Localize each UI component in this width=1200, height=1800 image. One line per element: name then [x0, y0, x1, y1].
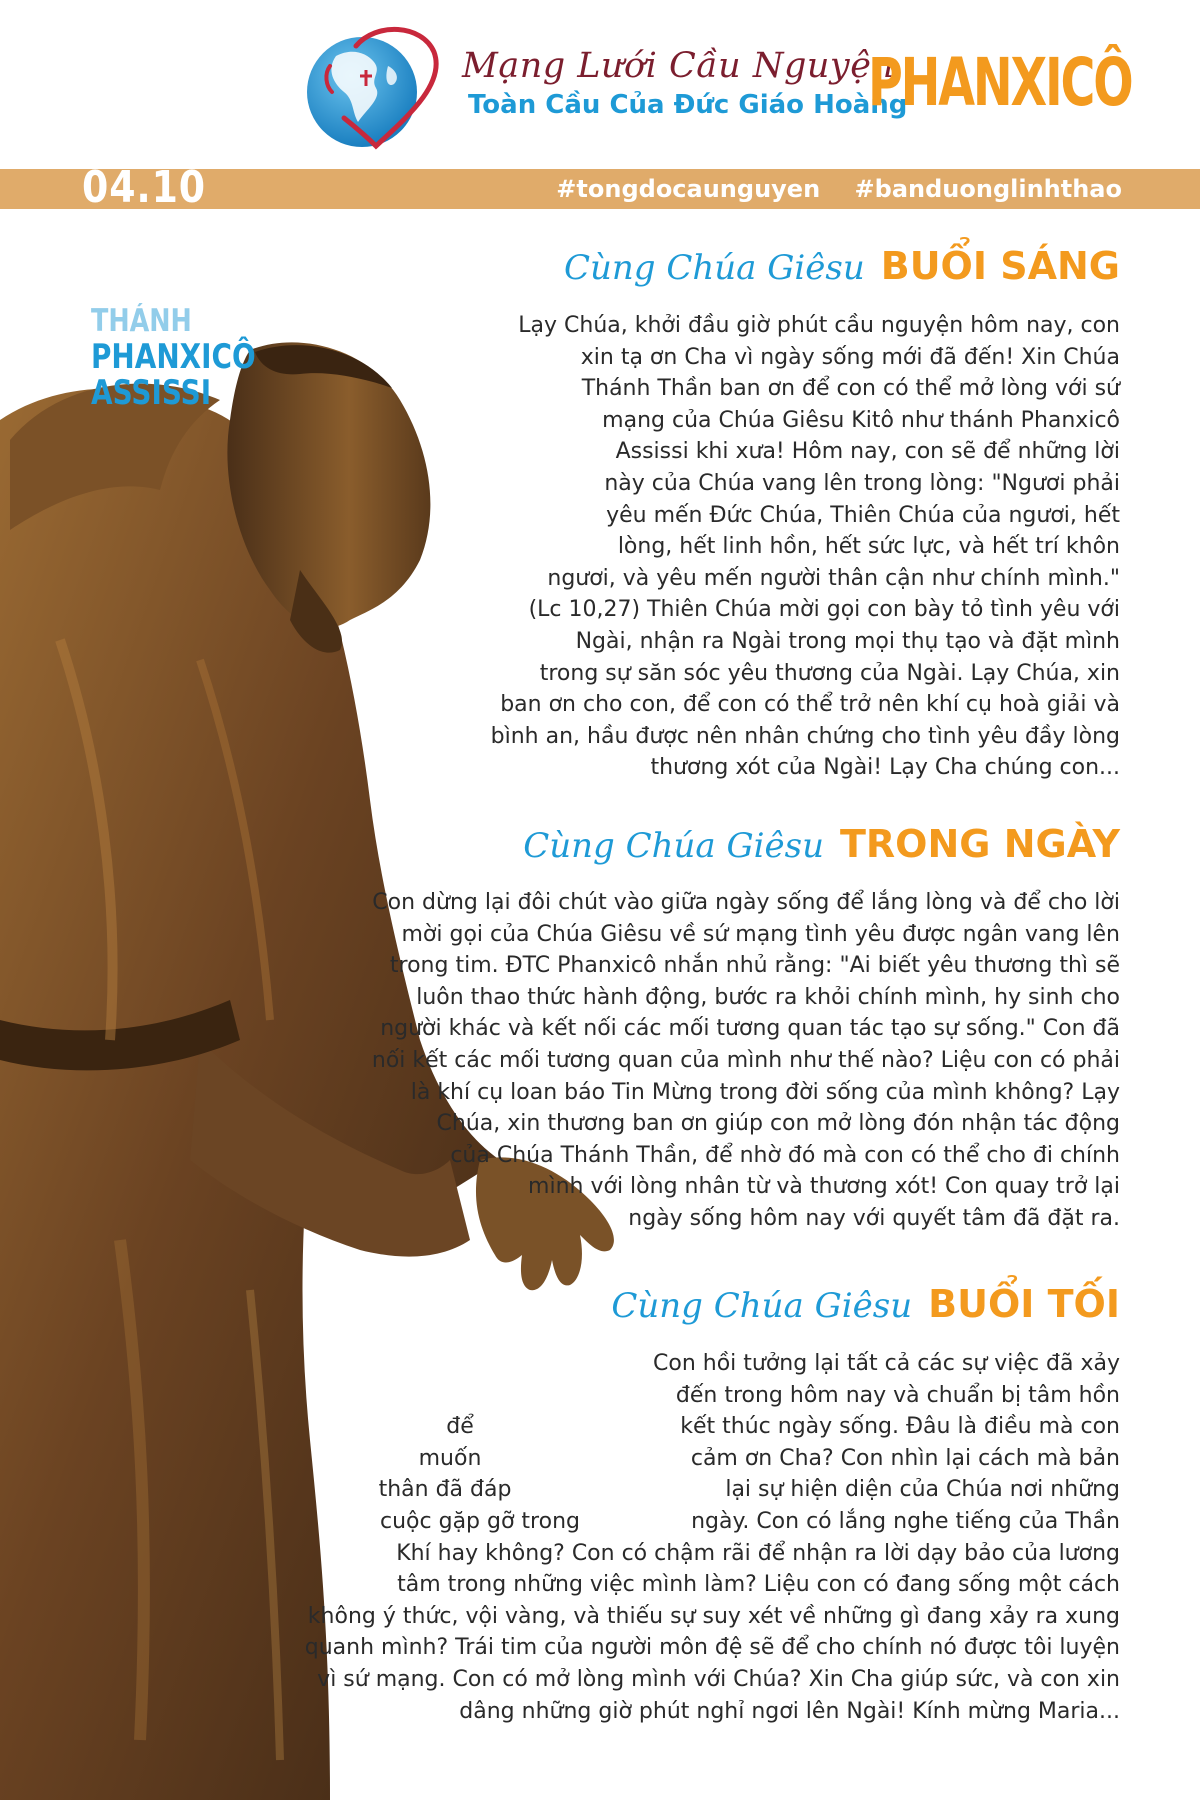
text-line: Con dừng lại đôi chút vào giữa ngày sống để lắng lòng và để cho lời	[372, 890, 1120, 915]
text-line: lại sự hiện diện của Chúa nơi những	[725, 1477, 1120, 1503]
text-line: Con hồi tưởng lại tất cả các sự việc đã xảy	[653, 1351, 1120, 1376]
network-subtitle: Toàn Cầu Của Đức Giáo Hoàng	[468, 90, 908, 120]
section-evening-title: BUỔI TỐI	[928, 1282, 1120, 1326]
text-line: Assissi khi xưa! Hôm nay, con sẽ để những lời	[615, 439, 1120, 465]
text-line: dâng những giờ phút nghỉ ngơi lên Ngài! Kính mừng Maria...	[459, 1698, 1120, 1724]
date-label: 04.10	[82, 162, 207, 213]
text-line: mình với lòng nhân từ và thương xót! Con quay trở lại	[528, 1174, 1120, 1200]
text-line: lòng, hết linh hồn, hết sức lực, và hết trí khôn	[617, 534, 1120, 560]
saint-name-line3: ASSISSI	[91, 373, 212, 413]
section-morning-text	[491, 310, 1120, 784]
text-line: này của Chúa vang lên trong lòng: "Ngươi phải	[604, 470, 1120, 496]
text-line: mời gọi của Chúa Giêsu về sứ mạng tình yêu được ngân vang lên	[401, 921, 1120, 947]
text-line: không ý thức, vội vàng, và thiếu sự suy xét về những gì đang xảy ra xung	[307, 1603, 1120, 1629]
text-line: quanh mình? Trái tim của người môn đệ sẽ để cho chính nó được tôi luyện	[304, 1635, 1120, 1661]
text-line: ban ơn cho con, để con có thể trở nên khí cụ hoà giải và	[500, 692, 1120, 718]
text-line: Thánh Thần ban ơn để con có thể mở lòng với sứ	[581, 376, 1120, 402]
section-morning-script: Cùng Chúa Giêsu	[563, 248, 865, 288]
text-line: vì sứ mạng. Con có mở lòng mình với Chúa? Xin Cha giúp sức, và con xin	[317, 1666, 1120, 1692]
text-line: Lạy Chúa, khởi đầu giờ phút cầu nguyện hôm nay, con	[518, 313, 1120, 338]
section-midday-text	[372, 887, 1120, 1235]
saint-name-line1: THÁNH	[91, 303, 192, 339]
wrap-fragment: để	[446, 1414, 474, 1439]
section-evening-script: Cùng Chúa Giêsu	[611, 1286, 913, 1326]
text-line: tâm trong những việc mình làm? Liệu con có đang sống một cách	[397, 1572, 1120, 1598]
text-line: là khí cụ loan báo Tin Mừng trong đời sống của mình không? Lạy	[410, 1079, 1120, 1105]
text-line: trong tim. ĐTC Phanxicô nhắn nhủ rằng: "Ai biết yêu thương thì sẽ	[389, 953, 1120, 979]
text-line: đến trong hôm nay và chuẩn bị tâm hồn	[675, 1382, 1120, 1408]
text-line: ngày. Con có lắng nghe tiếng của Thần	[691, 1508, 1120, 1534]
section-morning-heading	[564, 244, 1120, 288]
text-line: trong sự săn sóc yêu thương của Ngài. Lạy Chúa, xin	[539, 660, 1120, 686]
text-line: luôn thao thức hành động, bước ra khỏi chính mình, hy sinh cho	[416, 984, 1120, 1010]
saint-name	[91, 303, 256, 411]
section-morning-title: BUỔI SÁNG	[880, 244, 1120, 288]
text-line: mạng của Chúa Giêsu Kitô như thánh Phanxicô	[602, 407, 1120, 433]
text-line: người khác và kết nối các mối tương quan tác tạo sự sống." Con đã	[380, 1016, 1120, 1042]
text-line: yêu mến Đức Chúa, Thiên Chúa của ngươi, hết	[606, 502, 1120, 528]
section-evening-heading	[611, 1282, 1120, 1326]
text-line: cảm ơn Cha? Con nhìn lại cách mà bản	[690, 1445, 1120, 1471]
globe-heart-logo	[296, 26, 448, 152]
section-midday-script: Cùng Chúa Giêsu	[523, 826, 824, 866]
text-line: của Chúa Thánh Thần, để nhờ đó mà con có thể cho đi chính	[450, 1142, 1120, 1168]
wrap-fragment: cuộc gặp gỡ trong	[380, 1509, 580, 1534]
text-line: Chúa, xin thương ban ơn giúp con mở lòng đón nhận tác động	[436, 1111, 1120, 1137]
saint-name-line2: PHANXICÔ	[91, 337, 256, 377]
text-line: thương xót của Ngài! Lạy Cha chúng con...	[650, 755, 1120, 781]
brand-title: PHANXICÔ	[868, 44, 1132, 121]
text-line: bình an, hầu được nên nhân chứng cho tình yêu đầy lòng	[490, 723, 1120, 749]
wrap-fragment: thân đã đáp	[378, 1477, 512, 1502]
text-line: ngày sống hôm nay với quyết tâm đã đặt ra.	[628, 1205, 1120, 1231]
section-midday-title: TRONG NGÀY	[840, 822, 1120, 866]
text-line: Khí hay không? Con có chậm rãi để nhận ra lời dạy bảo của lương	[396, 1540, 1120, 1566]
hashtag-2[interactable]: #banduonglinhthao	[854, 175, 1122, 203]
wrap-fragment: muốn	[418, 1446, 482, 1471]
text-line: kết thúc ngày sống. Đâu là điều mà con	[680, 1414, 1120, 1440]
network-title-script: Mạng Lưới Cầu Nguyện	[462, 46, 895, 86]
text-line: ngươi, và yêu mến người thân cận như chính mình."	[547, 565, 1120, 591]
text-line: Ngài, nhận ra Ngài trong mọi thụ tạo và đặt mình	[575, 628, 1120, 654]
section-midday-heading	[523, 822, 1120, 866]
hashtag-1[interactable]: #tongdocaunguyen	[556, 175, 821, 203]
text-line: (Lc 10,27) Thiên Chúa mời gọi con bày tỏ tình yêu với	[528, 597, 1120, 623]
hashtags	[556, 175, 1122, 203]
text-line: nối kết các mối tương quan của mình như thế nào? Liệu con có phải	[371, 1047, 1120, 1073]
text-line: xin tạ ơn Cha vì ngày sống mới đã đến! Xin Chúa	[580, 344, 1120, 370]
